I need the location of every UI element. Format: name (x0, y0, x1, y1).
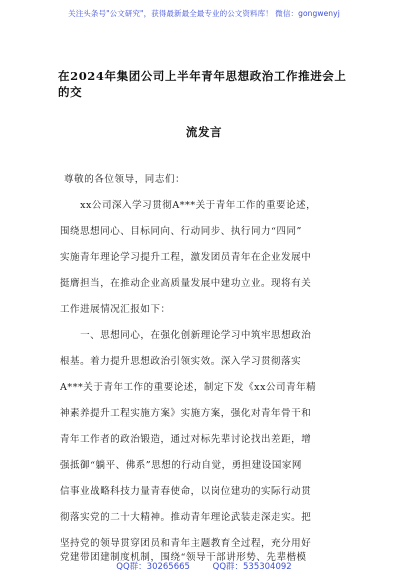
body-line: 根基。着力提升思想政治引领实效。深入学习贯彻落实 (60, 356, 302, 367)
body-line: 一、思想同心，在强化创新理论学习中筑牢思想政治 (60, 330, 312, 341)
body-line: 实施青年理论学习提升工程，激发团员青年在企业发展中 (60, 252, 312, 263)
document-title-line-1: 在2024年集团公司上半年青年思想政治工作推进会上的交 (58, 69, 347, 99)
body-line: xx公司深入学习贯彻A***关于青年工作的重要论述， (60, 200, 317, 211)
document-title-line-2: 流发言 (185, 125, 223, 139)
body-line: 神素养提升工程实施方案》实施方案，强化对青年骨干和 (60, 408, 312, 419)
footer-qq-group-2: QQ群：535304092 (212, 562, 292, 572)
body-line: 青年工作者的政治锻造，通过对标先辈讨论找出差距，增 (60, 434, 312, 445)
salutation: 尊敬的各位领导，同志们： (64, 174, 186, 185)
promo-banner: 关注头条号"公文研究"，获得最新最全最专业的公文资料库！ 微信：gongwenyj (68, 9, 340, 18)
footer-qq-group-1: QQ群：30265665 (116, 562, 190, 572)
body-line: 强抵御“躺平、佛系”思想的行动自觉，勇担建设国家网 (60, 460, 302, 471)
body-line: 彻落实党的二十大精神。推动青年理论武装走深走实。把 (60, 512, 312, 523)
body-line: 党建带团建制度机制，围绕“领导干部讲形势、先辈楷模 (60, 552, 307, 563)
body-line: 坚持党的领导贯穿团员和青年主题教育全过程，充分用好 (60, 538, 312, 549)
footer-contact (0, 560, 408, 572)
body-line: A***关于青年工作的重要论述，制定下发《xx公司青年精 (60, 382, 317, 393)
body-line: 挺膺担当，在推动企业高质量发展中建功立业。现将有关 (60, 278, 312, 289)
body-line: 工作进展情况汇报如下： (60, 304, 171, 315)
body-line: 围绕思想同心、目标同向、行动同步、执行同力“四同” (60, 226, 302, 237)
body-line: 信事业战略科技力量青春使命，以岗位建功的实际行动贯 (60, 486, 312, 497)
